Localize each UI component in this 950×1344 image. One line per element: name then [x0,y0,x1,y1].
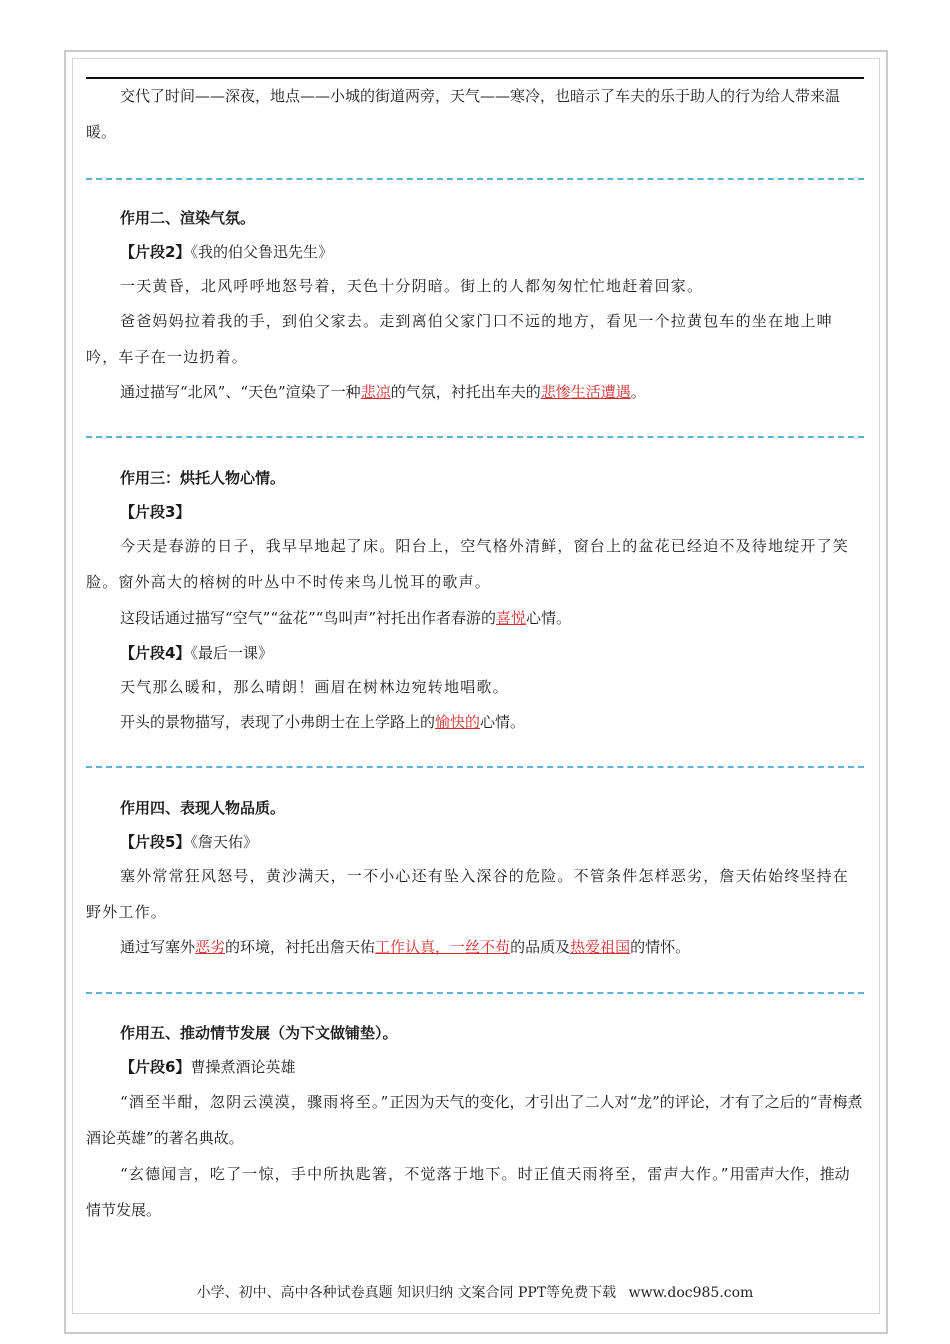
footer-text: 小学、初中、高中各种试卷真题 知识归纳 文案合同 PPT等免费下载 [196,1285,617,1301]
section-divider [86,766,864,768]
footer-url[interactable]: www.doc985.com [628,1285,754,1301]
analysis-text: 心情。 [526,609,572,627]
section-divider [86,436,864,438]
section-divider [86,992,864,994]
highlight-answer: 恶劣 [195,938,226,956]
analysis-text: 。 [630,383,646,401]
classic-quote: “酒至半酣，忽阴云漠漠，骤雨将至。” [120,1093,390,1111]
fragment-2-quote-2: 爸爸妈妈拉着我的手，到伯父家去。走到离伯父家门口不远的地方，看见一个拉黄包车的坐在地上呻吟，车子在一边扔着。 [86,312,833,366]
fragment-2-analysis [86,374,864,410]
fragment-4-header [86,635,864,671]
highlight-answer: 工作认真，一丝不苟 [375,938,511,956]
fragment-5-quote: 塞外常常狂风怒号，黄沙满天，一不小心还有坠入深谷的危险。不管条件怎样恶劣，詹天佑始终坚持在野外工作。 [86,867,850,921]
fragment-label: 【片段6】 [120,1058,191,1076]
fragment-title: 曹操煮酒论英雄 [190,1058,296,1076]
fragment-label: 【片段2】 [120,243,191,261]
fragment-4-quote: 天气那么暖和，那么晴朗！画眉在树林边宛转地唱歌。 [120,678,509,696]
analysis-text: 正因为天气的变化，才引出了二人对“龙”的评论，才有了之后的“青梅煮酒论英雄”的著名典故。 [86,1093,863,1147]
analysis-text: 通过写塞外 [120,938,196,956]
fragment-3-analysis [86,600,864,636]
fragment-title: 《我的伯父鲁迅先生》 [190,243,333,261]
highlight-answer: 喜悦 [496,609,527,627]
highlight-answer: 愉快的 [435,713,481,731]
highlight-answer: 热爱祖国 [570,938,631,956]
fragment-3-quote: 今天是春游的日子，我早早地起了床。阳台上，空气格外清鲜，窗台上的盆花已经迫不及待地绽开了笑脸。窗外高大的榕树的叶丛中不时传来鸟儿悦耳的歌声。 [86,537,850,591]
classic-quote: “玄德闻言，吃了一惊，手中所执匙箸，不觉落于地下。时正值天雨将至，雷声大作。” [120,1165,730,1183]
section-heading-4: 作用四、表现人物品质。 [120,799,286,817]
fragment-3-header: 【片段3】 [120,503,191,521]
fragment-6-paragraph-2 [86,1156,864,1228]
fragment-6-header [86,1049,864,1085]
section-heading-5: 作用五、推动情节发展（为下文做铺垫）。 [120,1024,398,1042]
page-footer [0,1282,950,1302]
fragment-label: 【片段4】 [120,644,191,662]
analysis-text: 的情怀。 [630,938,691,956]
fragment-2-quote-1: 一天黄昏，北风呼呼地怒号着，天色十分阴暗。街上的人都匆匆忙忙地赶着回家。 [120,277,704,295]
analysis-text: 这段话通过描写“空气”“盆花”“鸟叫声”衬托出作者春游的 [120,609,497,627]
fragment-title: 《最后一课》 [190,644,273,662]
section-heading-3: 作用三：烘托人物心情。 [120,469,286,487]
highlight-answer: 悲凉 [360,383,391,401]
analysis-text: 开头的景物描写，表现了小弗朗士在上学路上的 [120,713,436,731]
fragment-title: 《詹天佑》 [190,833,258,851]
fragment-label: 【片段5】 [120,833,191,851]
fragment-4-analysis [86,704,864,740]
fragment-5-header [86,824,864,860]
analysis-text: 的气氛，衬托出车夫的 [390,383,541,401]
analysis-text: 的环境，衬托出詹天佑 [225,938,376,956]
fragment-5-analysis [86,929,864,965]
analysis-text: 的品质及 [510,938,571,956]
fragment-2-header [86,234,864,270]
intro-paragraph: 交代了时间——深夜，地点——小城的街道两旁，天气——寒冷，也暗示了车夫的乐于助人的行为给人带来温暖。 [86,87,841,141]
fragment-6-paragraph-1 [86,1084,864,1156]
highlight-answer: 悲惨生活遭遇 [540,383,631,401]
analysis-text: 通过描写“北风”、“天色”渲染了一种 [120,383,361,401]
section-divider [86,178,864,180]
section-heading-2: 作用二、渲染气氛。 [120,209,256,227]
analysis-text: 心情。 [480,713,526,731]
analysis-text: 用雷声大作，推动情节发展。 [86,1165,850,1219]
